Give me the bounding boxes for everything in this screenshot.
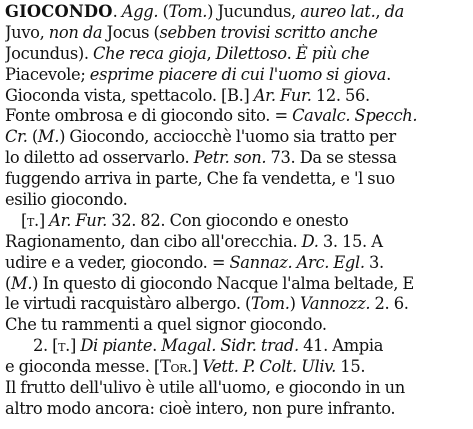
italic-run: Ar. Fur. — [253, 85, 312, 105]
text-run: ] — [191, 357, 203, 377]
italic-run: Tom. — [168, 2, 208, 21]
entry-line — [5, 86, 468, 107]
text-run: Piacevole; — [5, 64, 90, 84]
text-run: le virtudi racquistàro albergo. ( — [5, 294, 251, 314]
text-run: ) Jucundus, — [207, 2, 301, 21]
text-run: , — [206, 43, 216, 63]
italic-run: aureo lat. — [300, 2, 376, 21]
entry-line — [5, 148, 468, 169]
text-run: 3. 15. A — [318, 231, 383, 251]
entry-line — [5, 294, 468, 315]
text-run: Il frutto dell'ulivo è utile all'uomo, e giocondo in un — [5, 378, 405, 398]
text-run: esilio giocondo. — [5, 190, 128, 210]
entry-line — [5, 44, 468, 65]
italic-run: da — [384, 2, 405, 21]
italic-run: Cr. — [5, 127, 28, 147]
text-run: 12. 56. — [311, 85, 370, 105]
entry-line — [5, 127, 468, 148]
text-run: . — [386, 64, 391, 84]
entry-line — [5, 232, 468, 253]
italic-run: Agg. — [121, 2, 159, 21]
text-run: ] — [38, 210, 50, 230]
text-run: , — [375, 2, 385, 21]
text-run: [ — [21, 210, 28, 230]
headword: GIOCONDO — [5, 2, 113, 21]
text-run: Ragionamento, dan cibo all'orecchia. — [5, 231, 302, 251]
italic-run: Sannaz. Arc. Egl. — [229, 252, 365, 272]
text-run: Che tu rammenti a quel signor giocondo. — [5, 315, 327, 335]
italic-run: non da — [48, 22, 103, 42]
italic-run: È più che — [295, 43, 370, 63]
text-run: udire e a veder, giocondo. = — [5, 252, 230, 272]
text-run: ) — [289, 294, 300, 314]
text-run: altro modo ancora: cioè intero, non pure infranto. — [5, 398, 396, 418]
italic-run: Dilettoso — [215, 43, 287, 63]
entry-line — [5, 169, 468, 190]
entry-line — [5, 211, 468, 232]
text-run: 32. 82. Con giocondo e onesto — [106, 210, 349, 230]
italic-run: M. — [37, 127, 60, 147]
smallcaps-run: t. — [58, 336, 70, 356]
text-run: Fonte ombrosa e di giocondo sito. = — [5, 106, 293, 126]
entry-line — [5, 106, 468, 127]
italic-run: esprime piacere di cui l'uomo si giova — [89, 64, 387, 84]
italic-run: Vett. P. Colt. Uliv. — [202, 357, 336, 377]
entry-line — [5, 274, 468, 295]
entry-line — [5, 190, 468, 211]
italic-run: Che reca gioja — [93, 43, 207, 63]
text-run: 2. 6. — [370, 294, 409, 314]
text-run: 2. [ — [33, 336, 59, 356]
italic-run: Tom. — [250, 294, 290, 314]
text-run: ( — [5, 273, 12, 293]
italic-run: Di piante — [80, 336, 153, 356]
dictionary-entry — [5, 2, 468, 420]
text-run: 15. — [335, 357, 366, 377]
italic-run: Magal. Sidr. trad. — [161, 336, 299, 356]
text-run: ( — [158, 2, 169, 21]
entry-line — [5, 336, 468, 357]
entry-line — [5, 357, 468, 378]
text-run: ) Giocondo, acciocchè l'uomo sia tratto per — [59, 127, 396, 147]
italic-run: D. — [301, 231, 319, 251]
text-run: . — [286, 43, 296, 63]
entry-line — [5, 399, 468, 420]
text-run: Jocundus). — [5, 43, 94, 63]
text-run: Juvo, — [5, 22, 49, 42]
italic-run: M. — [11, 273, 33, 293]
smallcaps-run: t. — [27, 210, 39, 230]
text-run: ) In questo di giocondo Nacque l'alma beltade, E — [32, 273, 414, 293]
smallcaps-run: Tor. — [159, 357, 192, 377]
italic-run: Petr. son. — [193, 148, 267, 168]
text-run: e gioconda messe. [ — [5, 357, 160, 377]
text-run: Gioconda vista, spettacolo. [B.] — [5, 85, 254, 105]
text-run: Jocus ( — [102, 22, 160, 42]
italic-run: Ar. Fur. — [49, 210, 107, 230]
entry-line — [5, 23, 468, 44]
text-run: ] — [69, 336, 81, 356]
entry-line — [5, 2, 468, 23]
text-run: fuggendo arriva in parte, Che fa vendetta, e 'l suo — [5, 169, 395, 189]
italic-run: Vannozz. — [299, 294, 371, 314]
text-run: . — [112, 2, 122, 21]
entry-line — [5, 315, 468, 336]
italic-run: sebben trovisi scritto anche — [159, 22, 378, 42]
text-run: 3. — [364, 252, 384, 272]
text-run: ( — [27, 127, 38, 147]
text-run: . — [152, 336, 162, 356]
text-run: 73. Da se stessa — [266, 148, 397, 168]
entry-line — [5, 65, 468, 86]
text-run: lo diletto ad osservarlo. — [5, 148, 194, 168]
italic-run: Cavalc. Specch. — [292, 106, 418, 126]
entry-line — [5, 253, 468, 274]
text-run: 41. Ampia — [298, 336, 384, 356]
entry-line — [5, 378, 468, 399]
